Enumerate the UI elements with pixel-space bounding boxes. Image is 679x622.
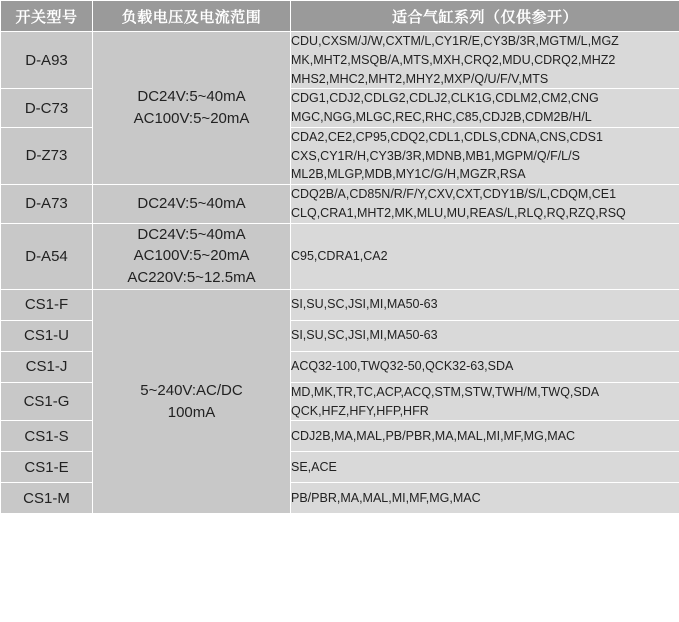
series-line: ACQ32-100,TWQ32-50,QCK32-63,SDA [291, 359, 514, 374]
cell-cylinder-series [291, 351, 679, 382]
series-line: CDG1,CDJ2,CDLG2,CDLJ2,CLK1G,CDLM2,CM2,CNG [291, 91, 599, 106]
series-line: MGC,NGG,MLGC,REC,RHC,C85,CDJ2B,CDM2B/H/L [291, 110, 592, 124]
series-line: CDQ2B/A,CD85N/R/F/Y,CXV,CXT,CDY1B/S/L,CDQM,CE1 [291, 187, 617, 201]
cell-model: D-Z73 [1, 127, 93, 184]
column-header-model: 开关型号 [1, 1, 93, 32]
series-line: MK,MHT2,MSQB/A,MTS,MXH,CRQ2,MDU,CDRQ2,MHZ2 [291, 52, 616, 67]
table-header [1, 1, 679, 32]
cell-voltage-range [93, 185, 291, 224]
series-line: CDU,CXSM/J/W,CXTM/L,CY1R/E,CY3B/3R,MGTM/L,MGZ [291, 34, 619, 48]
table-row [1, 289, 679, 320]
series-line: MD,MK,TR,TC,ACP,ACQ,STM,STW,TWH/M,TWQ,SDA [291, 384, 600, 399]
cell-cylinder-series [291, 127, 679, 184]
cell-model: D-A54 [1, 223, 93, 289]
series-line: PB/PBR,MA,MAL,MI,MF,MG,MAC [291, 490, 481, 505]
series-line: SE,ACE [291, 459, 337, 474]
cell-cylinder-series [291, 483, 679, 514]
series-line: CDJ2B,MA,MAL,PB/PBR,MA,MAL,MI,MF,MG,MAC [291, 428, 576, 443]
cell-model: CS1-S [1, 421, 93, 452]
cell-cylinder-series [291, 223, 679, 289]
table-header-row [1, 1, 679, 32]
cell-cylinder-series [291, 185, 679, 224]
table-row [1, 223, 679, 289]
table-body [1, 32, 679, 514]
cell-model: D-A93 [1, 32, 93, 89]
series-line: CDA2,CE2,CP95,CDQ2,CDL1,CDLS,CDNA,CNS,CDS1 [291, 129, 603, 144]
range-line: AC220V:5~12.5mA [127, 269, 256, 286]
cell-model: CS1-F [1, 289, 93, 320]
range-line: DC24V:5~40mA [137, 225, 246, 243]
cell-model: CS1-G [1, 382, 93, 421]
column-header-voltage-current-range: 负载电压及电流范围 [93, 1, 291, 32]
cell-model: D-A73 [1, 185, 93, 224]
cell-cylinder-series [291, 89, 679, 128]
series-line: SI,SU,SC,JSI,MI,MA50-63 [291, 328, 438, 343]
series-line: CLQ,CRA1,MHT2,MK,MLU,MU,REAS/L,RLQ,RQ,RZQ,RSQ [291, 205, 626, 220]
range-line: DC24V:5~40mA [137, 88, 246, 106]
cell-voltage-range [93, 32, 291, 185]
series-line: CXS,CY1R/H,CY3B/3R,MDNB,MB1,MGPM/Q/F/L/S [291, 148, 580, 163]
range-line: DC24V:5~40mA [137, 194, 246, 212]
series-line: C95,CDRA1,CA2 [291, 248, 388, 263]
table-row [1, 32, 679, 89]
cell-model: CS1-M [1, 483, 93, 514]
cell-model: CS1-U [1, 320, 93, 351]
range-line: 100mA [167, 403, 216, 421]
cell-cylinder-series [291, 320, 679, 351]
cell-model: D-C73 [1, 89, 93, 128]
cell-voltage-range [93, 289, 291, 514]
range-line: AC100V:5~20mA [133, 110, 250, 127]
cell-model: CS1-J [1, 351, 93, 382]
cell-cylinder-series [291, 382, 679, 421]
cell-cylinder-series [291, 289, 679, 320]
series-line: MHS2,MHC2,MHT2,MHY2,MXP/Q/U/F/V,MTS [291, 71, 549, 86]
cell-cylinder-series [291, 32, 679, 89]
table-row [1, 185, 679, 224]
range-line: 5~240V:AC/DC [140, 381, 243, 399]
column-header-cylinder-series: 适合气缸系列（仅供参开） [291, 1, 679, 32]
cell-voltage-range [93, 223, 291, 289]
cell-cylinder-series [291, 452, 679, 483]
cell-cylinder-series [291, 421, 679, 452]
range-line: AC100V:5~20mA [133, 247, 250, 265]
series-line: SI,SU,SC,JSI,MI,MA50-63 [291, 297, 438, 312]
cell-model: CS1-E [1, 452, 93, 483]
series-line: ML2B,MLGP,MDB,MY1C/G/H,MGZR,RSA [291, 167, 526, 182]
series-line: QCK,HFZ,HFY,HFP,HFR [291, 403, 429, 418]
